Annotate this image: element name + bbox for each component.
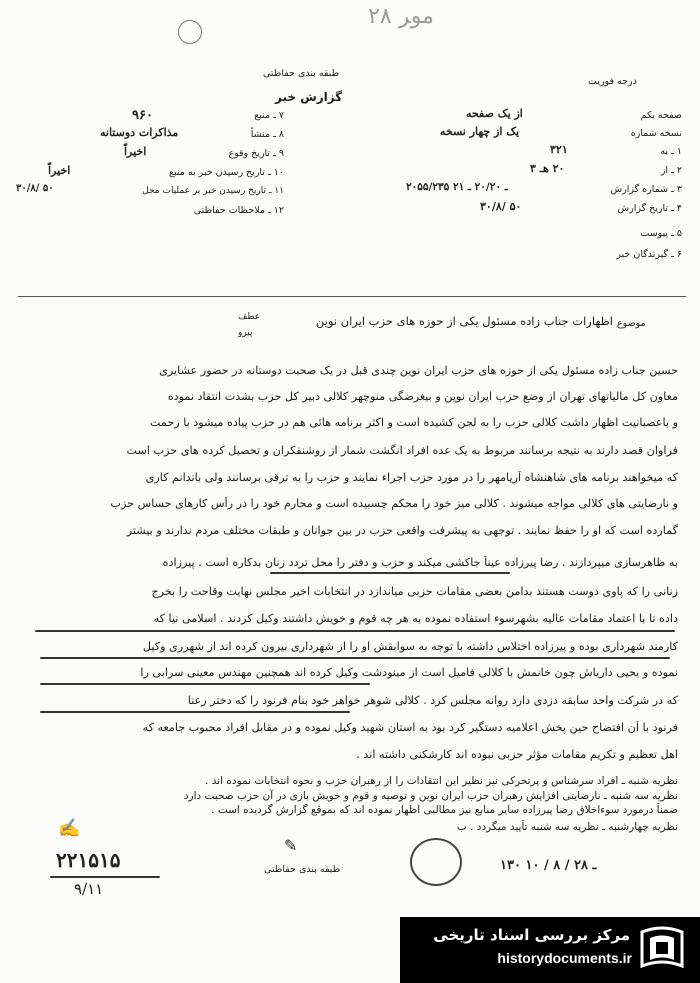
field-label-received-by-ops: ۱۱ ـ تاریخ رسیدن خبر بر عملیات محل xyxy=(142,186,284,196)
handwritten-underline xyxy=(270,572,510,574)
classification-header: طبقه بندی حفاظتی xyxy=(263,68,340,79)
watermark-title: مرکز بررسی اسناد تاریخی xyxy=(433,926,630,944)
body-line: فرنود با آن افتضاح حین پخش اعلامیه دستگیر کرد بود به استان شهید وکیل نموده و در مقابل افراد محبوب جامعه که xyxy=(142,721,678,734)
body-line: معاون کل مالیاتهای تهران از وضع حزب ایران نوین و بیغرضگی منوچهر کلالی دبیر کل حزب بشدت انتقاد نموده xyxy=(167,390,678,403)
handwritten-file-number: ۲۲۱۵۱۵ xyxy=(56,848,121,872)
body-line: نموده و یحیی داریاش چون خانمش با کلالی فامیل است از مینودشت وکیل کرده اند همچنین مهندس معینی سرابی را xyxy=(140,666,678,679)
body-line: و نارضایتی های کلالی مواجه میشوند . کلالی میز خود را محکم چسبیده است و محارم خود را در رأس کارهای حساس حزب xyxy=(110,497,678,510)
stamp-date: ۱۳۰ ـ ۲۸ / ۸ / ۱۰ xyxy=(500,858,597,873)
field-value-source: ۹۶۰ xyxy=(132,108,153,123)
field-label-report-number: ۳ ـ شماره گزارش xyxy=(610,184,682,195)
field-value-event-date: اخیراً xyxy=(124,145,147,158)
body-line: گمارده است که او را حفظ نمایند . توجهی به پیشرفت واقعی حزب در بین جوانان و طبقات مختلف مردم ندارند و بیشتر xyxy=(126,524,678,537)
comment-line: نظریه شنبه ـ افراد سرشناس و پرتحرکی نیز نظیر این انتقادات را از رهبران حزب و نحوه انتخابات نموده اند . xyxy=(205,775,678,787)
handwritten-underline xyxy=(40,711,350,713)
field-value-copy-number: یک از چهار نسخه xyxy=(440,125,520,138)
urgency-label: درجه فوریت xyxy=(588,76,637,87)
body-line: که میخواهند برنامه های شاهنشاه آریامهر را در مورد حزب اجراء نمایند و حزب را به ترقی برسانند ولی باندانم کاری xyxy=(145,471,678,484)
body-line: داده تا با اعتماد مقامات عالیه بشهرسوء استفاده نموده به هر چه قوم و خویش داشتند وکیل کردند . اسلامی نیا که xyxy=(153,612,678,625)
field-value-page: از یک صفحه xyxy=(466,107,523,120)
top-handwritten-note: ﻣﻮﺮ ۲۸ xyxy=(368,4,434,29)
body-line: اهل تعظیم و تکریم مقامات مؤثر حزبی نبوده اند کارشکنی داشته اند . xyxy=(356,748,678,761)
signature-mark: ✎ xyxy=(284,836,298,855)
subject-text: اظهارات جناب زاده مسئول یکی از حوزه های حزب ایران نوین xyxy=(315,314,613,328)
round-seal-stamp xyxy=(410,838,462,886)
field-value-to: ۳۲۱ xyxy=(550,143,568,156)
watermark-url: historydocuments.ir xyxy=(497,950,632,966)
comment-line: نظریه چهارشنبه ـ نظریه سه شنبه تأیید میگردد . ب xyxy=(456,821,678,833)
handwritten-underline xyxy=(40,683,370,685)
field-value-from: ۲۰ هـ ۳ xyxy=(530,162,565,175)
field-value-origin: مذاکرات دوستانه xyxy=(100,126,179,139)
field-label-security-notes: ۱۲ ـ ملاحظات حفاظتی xyxy=(193,205,284,216)
body-line: زنانی را که پاوی دوست هستند بدامن بعضی مقامات حزبی میاندازد در انتخابات اخیر مجلس نهایت وقاحت را بخرج xyxy=(151,585,678,598)
top-seal-stamp xyxy=(178,20,202,44)
archive-logo-icon xyxy=(636,922,688,976)
handwritten-underline xyxy=(40,657,670,659)
body-line: فراوان قصد دارند به نتیجه برسانند مربوط به یک عده افراد انگشت شمار از روشنفکران و تحصیل کرده های حزب است xyxy=(126,444,678,457)
field-label-received-by-source: ۱۰ ـ تاریخ رسیدن خبر به منبع xyxy=(169,167,284,178)
right-fields-block xyxy=(400,107,682,270)
field-label-source: ۷ ـ منبع xyxy=(254,110,284,121)
footer-classification: طبقه بندی حفاظتی xyxy=(264,864,341,875)
body-line: و باعصبانیت اظهار داشت کلالی حزب را به لجن کشیده است و اکثر برنامه هائی هم در حزب پیاده میشود با زحمت xyxy=(149,416,678,429)
field-value-received-by-ops: ۳۰/۸/ ۵۰ xyxy=(16,183,54,194)
body-line: کارمند شهرداری بوده و پیرزاده اختلاس داشته با توجه به سوابقش او را از شهرداری بیرون کرده اند از شهرری وکیل xyxy=(142,640,678,653)
field-label-report-date: ۴ ـ تاریخ گزارش xyxy=(617,203,682,214)
field-label-from: ۲ ـ از xyxy=(660,165,682,176)
handwritten-date: ۹/۱۱ xyxy=(74,880,104,898)
field-label-event-date: ۹ ـ تاریخ وقوع xyxy=(228,148,284,159)
field-value-report-date: ۳۰/۸/ ۵۰ xyxy=(480,200,522,213)
comment-line: نظریه سه شنبه ـ نارضایتی افزایش رهبران حزب ایران نوین و توصیه و قوم و خویش بازی در آن حزب صحبت دارد xyxy=(183,790,678,802)
body-line: به ظاهرسازی میپردازند . رضا پیرزاده عیناً جاکشی میکند و حزب و دفتر را محل تردد زنان بدکاره است . پیرزاده xyxy=(162,556,678,569)
body-line: حسین جناب زاده مسئول یکی از حوزه های حزب ایران نوین چندی قبل در یک صحبت دوستانه در حضور عشایری xyxy=(159,364,678,377)
field-label-to: ۱ ـ به xyxy=(660,146,682,157)
field-label-origin: ۸ ـ منشأ xyxy=(250,129,284,140)
body-line: که در شرکت واحد سابقه دزدی دارد روانه مجلس کرد . کلالی شوهر خواهر خود بنام فرنود را که دختر رعنا xyxy=(187,694,678,707)
field-label-page: صفحه یکم xyxy=(640,110,682,121)
comment-line: ضمناً درمورد سوءاخلاق رضا پیرزاده سایر منابع نیز مطالبی اظهار نموده اند که بموقع گزارش گردیده است . xyxy=(211,804,678,816)
header-divider xyxy=(18,296,686,297)
handwritten-underline xyxy=(50,876,160,878)
left-fields-block xyxy=(16,108,284,230)
field-value-report-number: ۲۰۵۵/۲۳۵ ـ ۲۰/۲۰ ـ ۲۱ xyxy=(406,181,508,193)
field-label-attachment: ۵ ـ پیوست xyxy=(640,228,682,239)
field-label-recipients: ۶ ـ گیرندگان خبر xyxy=(616,249,682,260)
archive-logo-icon-svg xyxy=(636,922,688,976)
handwritten-underline xyxy=(35,630,675,632)
field-label-copy-number: نسخه شماره xyxy=(630,128,682,139)
report-title: گزارش خبر xyxy=(275,90,343,104)
handwritten-initials: ✍ xyxy=(58,818,81,839)
subject-tag-follow: پیرو xyxy=(238,328,253,338)
subject-label: موضوع xyxy=(617,318,646,329)
subject-tag-ref: عطف xyxy=(238,312,261,322)
field-value-received-by-source: اخیراً xyxy=(48,164,71,177)
